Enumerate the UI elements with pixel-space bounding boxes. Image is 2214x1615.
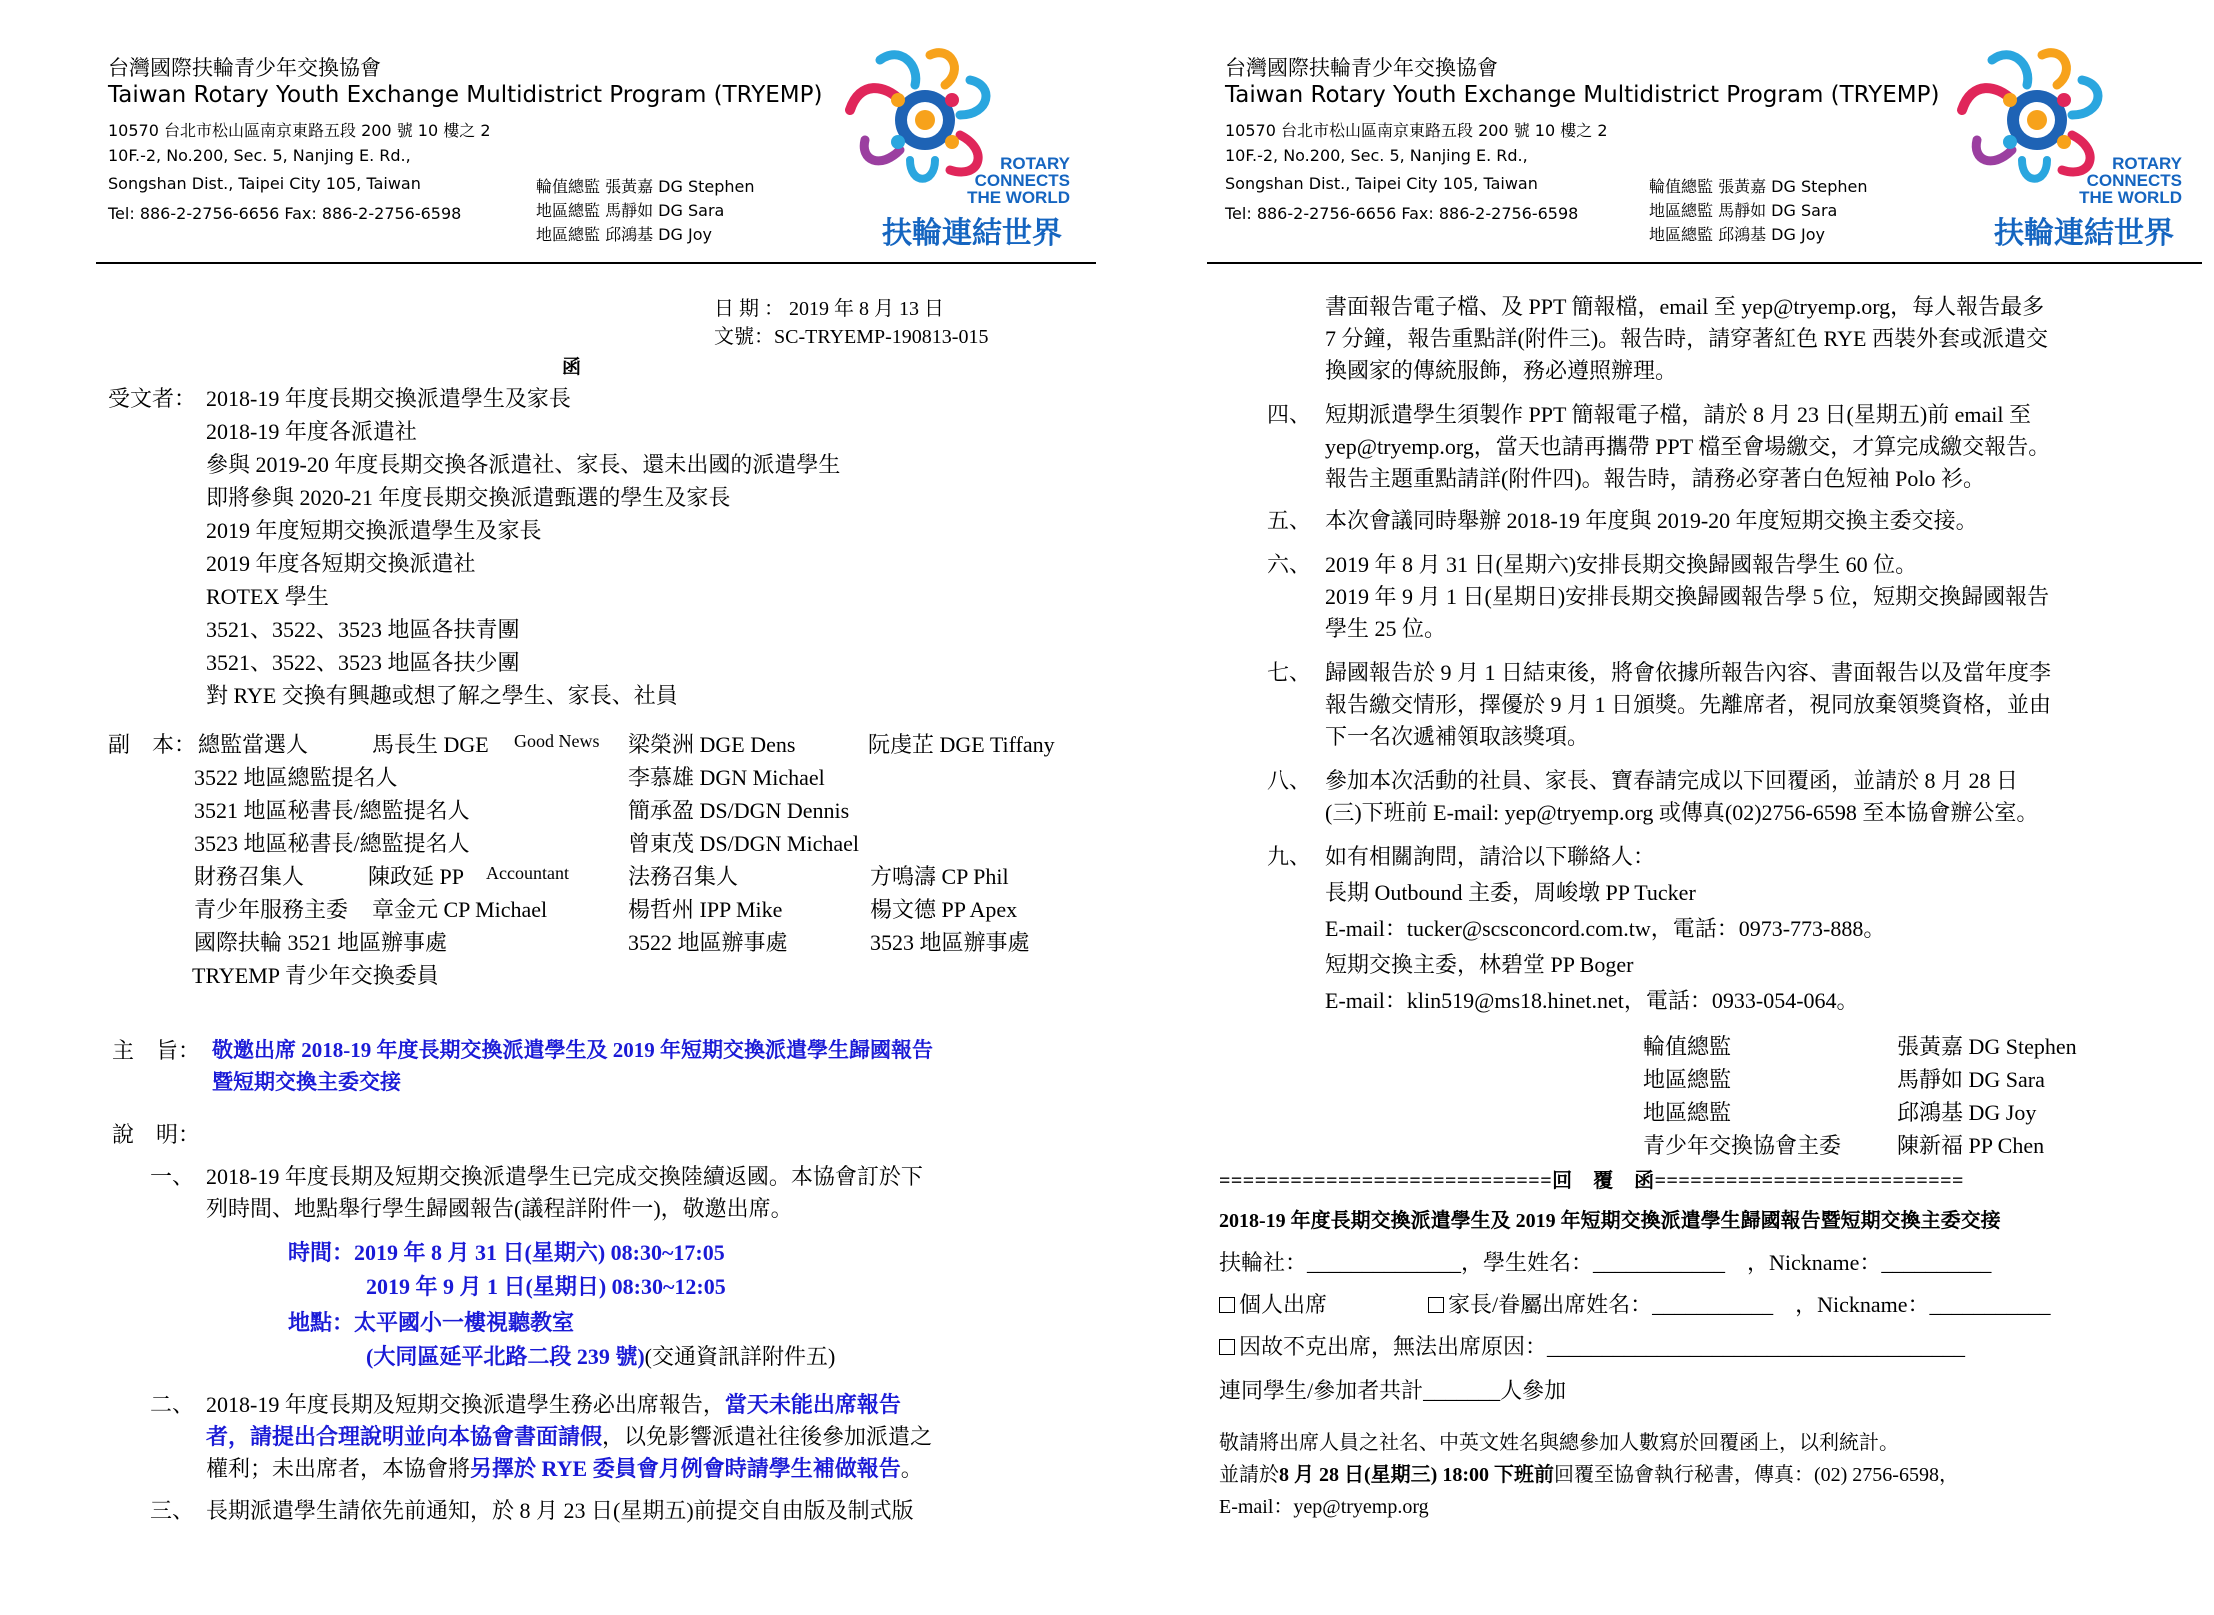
header-divider bbox=[1207, 262, 2202, 264]
item-2-text: ，以免影響派遣社往後參加派遣之 bbox=[602, 1424, 933, 1449]
note-text: 並請於 bbox=[1219, 1464, 1279, 1486]
governor-3: 地區總監 邱鴻基 DG Joy bbox=[536, 225, 712, 244]
governor-1: 輪值總監 張黃嘉 DG Stephen bbox=[1649, 177, 1868, 196]
event-time-2: 2019 年 9 月 1 日(星期日) 08:30~12:05 bbox=[366, 1274, 726, 1299]
logo-text-zh: 扶輪連結世界 bbox=[882, 216, 1062, 251]
recipient: ROTEX 學生 bbox=[206, 584, 329, 609]
note-text: 回覆至協會執行秘書，傳真：(02) 2756-6598， bbox=[1553, 1464, 1959, 1486]
address-en-1: 10F.-2, No.200, Sec. 5, Nanjing E. Rd., bbox=[1225, 146, 1528, 165]
item-6-text-2: 2019 年 9 月 1 日(星期日)安排長期交換歸國報告學 5 位，短期交換歸國報告 bbox=[1325, 584, 2050, 609]
item-2-text: 。 bbox=[900, 1456, 923, 1481]
cc-entry: 法務召集人 bbox=[628, 864, 739, 889]
org-name-en: Taiwan Rotary Youth Exchange Multidistrict Program (TRYEMP) bbox=[108, 82, 823, 108]
item-number: 五、 bbox=[1267, 508, 1312, 533]
item-8-text: 參加本次活動的社員、家長、寶春請完成以下回覆函，並請於 8 月 28 日 bbox=[1325, 768, 2019, 793]
signer-title: 輪值總監 bbox=[1643, 1034, 1732, 1059]
item-9-text: 如有相關詢問，請洽以下聯絡人： bbox=[1325, 844, 1656, 869]
cc-entry: 馬長生 DGE bbox=[372, 732, 489, 757]
signer-name: 邱鴻基 DG Joy bbox=[1897, 1100, 2037, 1125]
reply-title: 回 覆 函 bbox=[1552, 1170, 1655, 1192]
recipients-label: 受文者： bbox=[108, 386, 197, 411]
letter-type: 函 bbox=[562, 357, 582, 378]
absent-checkbox[interactable] bbox=[1219, 1330, 1965, 1361]
recipient: 3521、3522、3523 地區各扶青團 bbox=[206, 617, 520, 642]
governor-2: 地區總監 馬靜如 DG Sara bbox=[1649, 201, 1838, 220]
item-3-text: 長期派遣學生請依先前通知，於 8 月 23 日(星期五)前提交自由版及制式版 bbox=[206, 1498, 914, 1523]
address-en-2: Songshan Dist., Taipei City 105, Taiwan bbox=[108, 174, 421, 193]
form-attendance-line bbox=[1219, 1288, 2051, 1319]
reply-heading: 2018-19 年度長期交換派遣學生及 2019 年短期交換派遣學生歸國報告暨短期交換主委交接 bbox=[1219, 1210, 2001, 1232]
recipient: 即將參與 2020-21 年度長期交換派遣甄選的學生及家長 bbox=[206, 485, 731, 510]
signer-title: 地區總監 bbox=[1643, 1067, 1732, 1092]
item-5-text: 本次會議同時舉辦 2018-19 年度與 2019-20 年度短期交換主委交接。 bbox=[1325, 508, 1978, 533]
subject-text: 敬邀出席 2018-19 年度長期交換派遣學生及 2019 年短期交換派遣學生歸國報告 bbox=[212, 1038, 933, 1062]
governor-1: 輪值總監 張黃嘉 DG Stephen bbox=[536, 177, 755, 196]
logo-text-2: CONNECTS bbox=[2086, 171, 2182, 190]
logo-text-3: THE WORLD bbox=[2079, 188, 2182, 207]
rotary-connects-logo bbox=[840, 40, 1080, 250]
item-1-text: 2018-19 年度長期及短期交換派遣學生已完成交換陸續返國。本協會訂於下 bbox=[206, 1164, 923, 1189]
item-number: 八、 bbox=[1267, 768, 1312, 793]
event-place: 地點：太平國小一樓視聽教室 bbox=[288, 1310, 575, 1335]
cc-entry: 方鳴濤 CP Phil bbox=[870, 864, 1009, 889]
item-4-text-2: yep@tryemp.org，當天也請再攜帶 PPT 檔至會場繳交，才算完成繳交報告。 bbox=[1325, 434, 2051, 459]
cc-entry: 總監當選人 bbox=[198, 732, 309, 757]
cc-entry: 財務召集人 bbox=[194, 864, 305, 889]
cc-label: 副 本： bbox=[108, 732, 197, 757]
item-2-line-3 bbox=[206, 1452, 923, 1483]
event-address-text: (大同區延平北路二段 239 號) bbox=[366, 1344, 645, 1369]
item-number: 二、 bbox=[150, 1392, 195, 1417]
item-4-text: 短期派遣學生須製作 PPT 簡報電子檔，請於 8 月 23 日(星期五)前 email 至 bbox=[1325, 402, 2032, 427]
item-2-highlight: 當天未能出席報告 bbox=[724, 1392, 901, 1417]
item-7-text-2: 報告繳交情形，擇優於 9 月 1 日頒獎。先離席者，視同放棄領獎資格，並由 bbox=[1325, 692, 2052, 717]
letter-date: 日 期 ： 2019 年 8 月 13 日 bbox=[714, 298, 944, 320]
recipient: 參與 2019-20 年度長期交換各派遣社、家長、還未出國的派遣學生 bbox=[206, 452, 841, 477]
cc-entry: 3523 地區秘書長/總監提名人 bbox=[194, 831, 470, 856]
cc-entry: 簡承盈 DS/DGN Dennis bbox=[628, 798, 850, 823]
item-3-text-2: 書面報告電子檔、及 PPT 簡報檔，email 至 yep@tryemp.org，每人報告最多 bbox=[1325, 294, 2045, 319]
cc-entry: 3523 地區辦事處 bbox=[870, 930, 1030, 955]
recipient: 2018-19 年度各派遣社 bbox=[206, 419, 417, 444]
cc-entry: 國際扶輪 3521 地區辦事處 bbox=[194, 930, 448, 955]
contact-1-info: E-mail：tucker@scsconcord.com.tw，電話：0973-773-888。 bbox=[1325, 916, 1886, 941]
signer-name: 張黃嘉 DG Stephen bbox=[1897, 1034, 2077, 1059]
item-number: 一、 bbox=[150, 1164, 195, 1189]
cc-entry: 阮虔芷 DGE Tiffany bbox=[868, 732, 1055, 757]
governor-3: 地區總監 邱鴻基 DG Joy bbox=[1649, 225, 1825, 244]
recipient: 2019 年度短期交換派遣學生及家長 bbox=[206, 518, 542, 543]
cc-entry: 3521 地區秘書長/總監提名人 bbox=[194, 798, 470, 823]
divider-left: ============================ bbox=[1219, 1170, 1553, 1192]
contact-1: 長期 Outbound 主委，周峻墩 PP Tucker bbox=[1325, 880, 1696, 905]
logo-text-1: ROTARY bbox=[1000, 154, 1070, 173]
contact-2-info: E-mail：klin519@ms18.hinet.net，電話：0933-054-064。 bbox=[1325, 988, 1859, 1013]
address-en-1: 10F.-2, No.200, Sec. 5, Nanjing E. Rd., bbox=[108, 146, 411, 165]
tel-fax: Tel: 886-2-2756-6656 Fax: 886-2-2756-6598 bbox=[108, 204, 462, 223]
reply-note: 敬請將出席人員之社名、中英文姓名與總參加人數寫於回覆函上，以利統計。 bbox=[1219, 1432, 1899, 1454]
cc-entry: 陳政延 PP bbox=[368, 864, 464, 889]
form-count-line[interactable]: 連同學生/參加者共計_______人參加 bbox=[1219, 1378, 1567, 1403]
checkbox-label: 個人出席 bbox=[1239, 1292, 1328, 1317]
reply-email: E-mail：yep@tryemp.org bbox=[1219, 1496, 1429, 1518]
checkbox-icon[interactable] bbox=[1219, 1297, 1235, 1313]
cc-entry: 李慕雄 DGN Michael bbox=[628, 765, 825, 790]
form-club-line[interactable]: 扶輪社：______________，學生姓名：____________ ，Nickname：__________ bbox=[1219, 1250, 1992, 1275]
item-number: 四、 bbox=[1267, 402, 1312, 427]
reply-deadline bbox=[1219, 1458, 1959, 1487]
logo-text-zh: 扶輪連結世界 bbox=[1994, 216, 2174, 251]
item-3-text-3: 7 分鐘，報告重點詳(附件三)。報告時，請穿著紅色 RYE 西裝外套或派遣交 bbox=[1325, 326, 2048, 351]
checkbox-label: 家長/眷屬出席姓名：___________ ，Nickname：___________ bbox=[1448, 1292, 2051, 1317]
item-3-text-4: 換國家的傳統服飾，務必遵照辦理。 bbox=[1325, 358, 1678, 383]
divider-right: ========================== bbox=[1654, 1170, 1964, 1192]
item-number: 九、 bbox=[1267, 844, 1312, 869]
item-2-line-2 bbox=[206, 1420, 932, 1451]
letter-page-2 bbox=[1107, 0, 2214, 1615]
cc-entry: 楊文德 PP Apex bbox=[870, 897, 1018, 922]
org-name-zh: 台灣國際扶輪青少年交換協會 bbox=[1225, 56, 1498, 80]
recipient: 2018-19 年度長期交換派遣學生及家長 bbox=[206, 386, 571, 411]
recipient: 對 RYE 交換有興趣或想了解之學生、家長、社員 bbox=[206, 683, 678, 708]
org-name-en: Taiwan Rotary Youth Exchange Multidistrict Program (TRYEMP) bbox=[1225, 82, 1940, 108]
item-6-text-3: 學生 25 位。 bbox=[1325, 616, 1447, 641]
cc-entry: 曾東茂 DS/DGN Michael bbox=[628, 831, 859, 856]
event-time-1: 時間：2019 年 8 月 31 日(星期六) 08:30~17:05 bbox=[288, 1240, 725, 1265]
item-4-text-3: 報告主題重點請詳(附件四)。報告時，請務必穿著白色短袖 Polo 衫。 bbox=[1325, 466, 1986, 491]
note-deadline: 8 月 28 日(星期三) 18:00 下班前 bbox=[1279, 1464, 1554, 1486]
recipient: 2019 年度各短期交換派遣社 bbox=[206, 551, 476, 576]
signer-title: 青少年交換協會主委 bbox=[1643, 1133, 1842, 1158]
contact-2: 短期交換主委，林碧堂 PP Boger bbox=[1325, 952, 1634, 977]
cc-entry: 章金元 CP Michael bbox=[372, 897, 548, 922]
subject-text-2: 暨短期交換主委交接 bbox=[212, 1070, 401, 1094]
item-number: 三、 bbox=[150, 1498, 195, 1523]
item-number: 七、 bbox=[1267, 660, 1312, 685]
logo-text-3: THE WORLD bbox=[967, 188, 1070, 207]
governor-2: 地區總監 馬靜如 DG Sara bbox=[536, 201, 725, 220]
event-address bbox=[366, 1340, 835, 1371]
logo-text-2: CONNECTS bbox=[974, 171, 1070, 190]
org-name-zh: 台灣國際扶輪青少年交換協會 bbox=[108, 56, 381, 80]
checkbox-icon[interactable] bbox=[1219, 1339, 1235, 1355]
tel-fax: Tel: 886-2-2756-6656 Fax: 886-2-2756-6598 bbox=[1225, 204, 1579, 223]
signer-title: 地區總監 bbox=[1643, 1100, 1732, 1125]
item-6-text: 2019 年 8 月 31 日(星期六)安排長期交換歸國報告學生 60 位。 bbox=[1325, 552, 1918, 577]
document-number: 文號：SC-TRYEMP-190813-015 bbox=[714, 326, 989, 348]
parent-attend-checkbox[interactable] bbox=[1428, 1292, 2051, 1317]
address-en-2: Songshan Dist., Taipei City 105, Taiwan bbox=[1225, 174, 1538, 193]
item-2-text: 權利；未出席者，本協會將 bbox=[206, 1456, 471, 1481]
rotary-connects-logo bbox=[1952, 40, 2192, 250]
description-label: 說 明： bbox=[112, 1122, 201, 1147]
item-7-text: 歸國報告於 9 月 1 日結束後，將會依據所報告內容、書面報告以及當年度李 bbox=[1325, 660, 2052, 685]
recipient: 3521、3522、3523 地區各扶少團 bbox=[206, 650, 520, 675]
cc-entry: 梁榮洲 DGE Dens bbox=[628, 732, 796, 757]
item-2-text: 2018-19 年度長期及短期交換派遣學生務必出席報告， bbox=[206, 1392, 725, 1417]
item-2-line-1 bbox=[206, 1388, 901, 1419]
item-7-text-3: 下一名次遞補領取該獎項。 bbox=[1325, 724, 1590, 749]
subject-label: 主 旨： bbox=[112, 1038, 201, 1063]
item-1-text-2: 列時間、地點舉行學生歸國報告(議程詳附件一)，敬邀出席。 bbox=[206, 1196, 793, 1221]
address-zh: 10570 台北市松山區南京東路五段 200 號 10 樓之 2 bbox=[108, 121, 491, 140]
cc-entry: Accountant bbox=[486, 863, 569, 883]
personal-attend-checkbox[interactable] bbox=[1219, 1292, 1327, 1317]
item-8-text-2: (三)下班前 E-mail: yep@tryemp.org 或傳真(02)2756-6598 至本協會辦公室。 bbox=[1325, 800, 2039, 825]
cc-entry: 楊哲州 IPP Mike bbox=[628, 897, 783, 922]
signer-name: 陳新福 PP Chen bbox=[1897, 1133, 2045, 1158]
header-divider bbox=[96, 262, 1096, 264]
item-2-highlight: 者，請提出合理說明並向本協會書面請假 bbox=[206, 1424, 603, 1449]
cc-entry: Good News bbox=[514, 731, 600, 751]
cc-entry: 青少年服務主委 bbox=[194, 897, 349, 922]
cc-entry: 3522 地區辦事處 bbox=[628, 930, 788, 955]
logo-text-1: ROTARY bbox=[2112, 154, 2182, 173]
item-number: 六、 bbox=[1267, 552, 1312, 577]
reply-divider bbox=[1219, 1164, 1964, 1193]
checkbox-label: 因故不克出席，無法出席原因：______________________________________ bbox=[1239, 1334, 1966, 1359]
address-zh: 10570 台北市松山區南京東路五段 200 號 10 樓之 2 bbox=[1225, 121, 1608, 140]
transport-note: (交通資訊詳附件五) bbox=[644, 1344, 836, 1369]
checkbox-icon[interactable] bbox=[1428, 1297, 1444, 1313]
cc-entry: TRYEMP 青少年交換委員 bbox=[192, 963, 439, 988]
cc-entry: 3522 地區總監提名人 bbox=[194, 765, 398, 790]
item-2-highlight: 另擇於 RYE 委員會月例會時請學生補做報告 bbox=[470, 1456, 901, 1481]
signer-name: 馬靜如 DG Sara bbox=[1897, 1067, 2045, 1092]
